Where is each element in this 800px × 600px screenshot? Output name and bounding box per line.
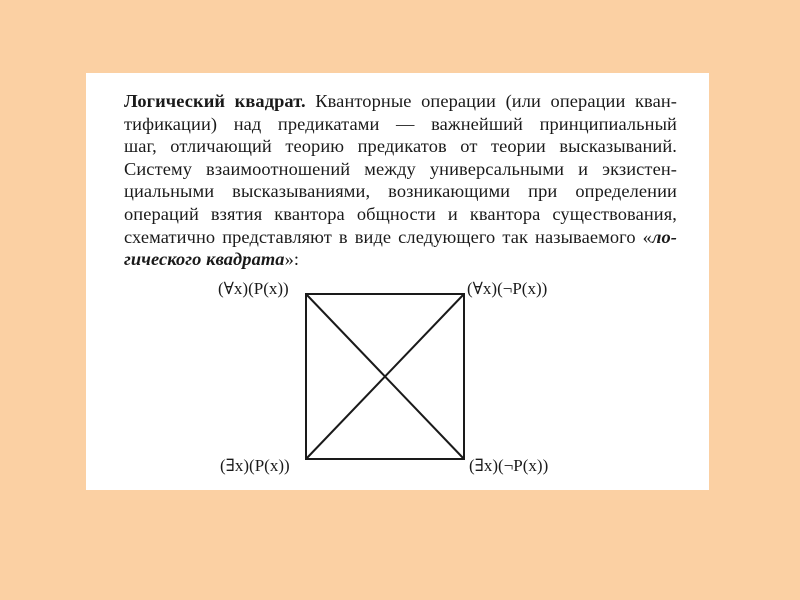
text-line-6: операций взятия квантора общности и квантора существования, <box>124 203 677 224</box>
label-universal-affirmative: (∀x)(P(x)) <box>218 279 289 298</box>
text-line-3: шаг, отличающий теорию предикатов от теории высказываний. <box>124 136 677 157</box>
label-existential-negative: (∃x)(¬P(x)) <box>469 456 549 475</box>
term-logical-square-part2: гического квадрата <box>124 249 285 270</box>
term-logical-square-part1: ло- <box>651 226 677 247</box>
heading-logical-square: Логический квадрат. <box>124 91 306 111</box>
text-line-8-end: »: <box>284 249 300 270</box>
text-line-1-rest: Кванторные операции (или операции кван- <box>305 91 677 111</box>
label-existential-affirmative: (∃x)(P(x)) <box>220 456 290 475</box>
text-line-2: тификации) над предикатами — важнейший принципиальный <box>124 113 677 134</box>
label-universal-negative: (∀x)(¬P(x)) <box>467 279 548 298</box>
text-line-5: циальными высказываниями, возникающими при определении <box>124 181 677 202</box>
document-page <box>86 73 709 490</box>
text-line-7-start: схематично представляют в виде следующего так называемого « <box>124 226 652 247</box>
text-line-4: Систему взаимоотношений между универсальными и экзистен- <box>124 158 677 179</box>
logical-square-diagram <box>86 73 709 490</box>
